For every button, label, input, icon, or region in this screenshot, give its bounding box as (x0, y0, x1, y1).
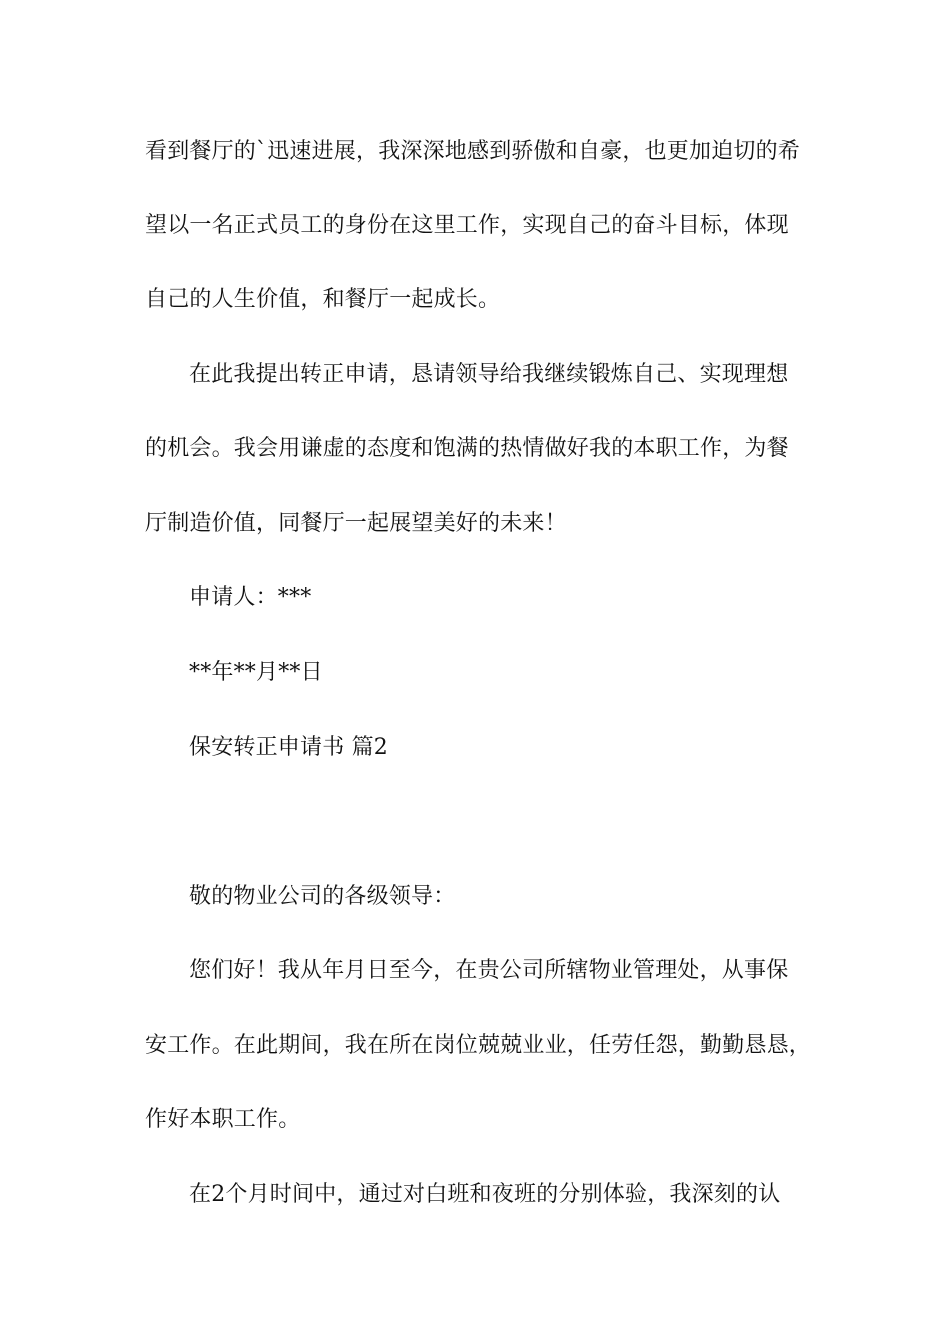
paragraph-line: 看到餐厅的`迅速进展，我深深地感到骄傲和自豪，也更加迫切的希 (145, 139, 801, 164)
section-heading: 保安转正申请书 篇2 (189, 735, 388, 760)
salutation-line: 敬的物业公司的各级领导： (189, 884, 456, 909)
paragraph-line: 安工作。在此期间，我在所在岗位兢兢业业，任劳任怨，勤勤恳恳， (145, 1033, 812, 1058)
applicant-line: 申请人：*** (189, 585, 312, 610)
paragraph-line: 自己的人生价值，和餐厅一起成长。 (145, 287, 501, 312)
paragraph-line: 的机会。我会用谦虚的态度和饱满的热情做好我的本职工作，为餐 (145, 436, 789, 461)
paragraph-line: 厅制造价值，同餐厅一起展望美好的未来！ (145, 511, 567, 536)
paragraph-line: 在2个月时间中，通过对白班和夜班的分别体验，我深刻的认 (189, 1182, 781, 1207)
date-line: **年**月**日 (189, 660, 323, 685)
paragraph-line: 在此我提出转正申请，恳请领导给我继续锻炼自己、实现理想 (189, 362, 789, 387)
paragraph-line: 您们好！我从年月日至今，在贵公司所辖物业管理处，从事保 (189, 958, 789, 983)
paragraph-line: 作好本职工作。 (145, 1107, 301, 1132)
paragraph-line: 望以一名正式员工的身份在这里工作，实现自己的奋斗目标，体现 (145, 213, 789, 238)
